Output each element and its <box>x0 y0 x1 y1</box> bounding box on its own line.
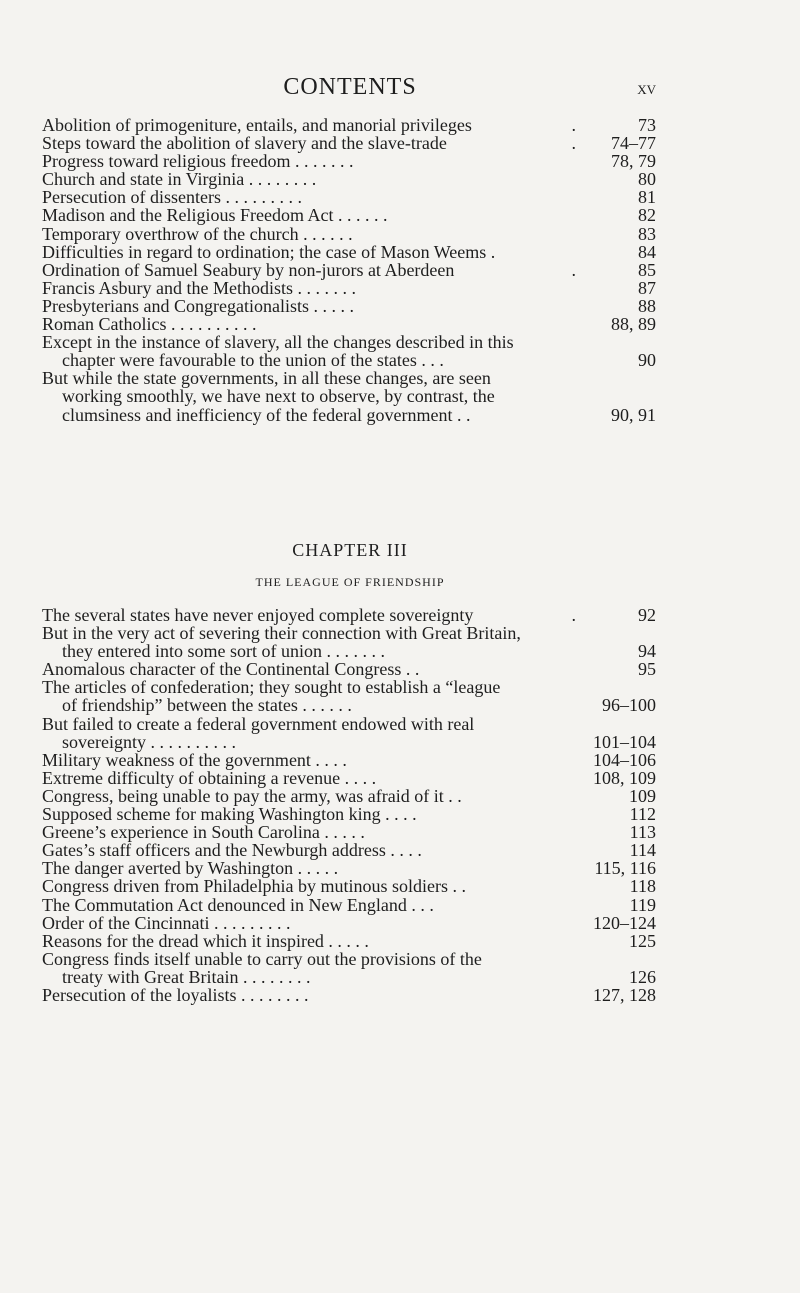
toc-page-number: 95 <box>638 659 656 680</box>
toc-line <box>42 914 656 932</box>
toc-line <box>42 877 656 895</box>
toc-page-number: 90, 91 <box>611 404 656 425</box>
toc-entry <box>42 715 656 751</box>
toc-entry <box>42 243 656 261</box>
toc-line <box>42 134 656 152</box>
toc-line <box>42 841 656 859</box>
toc-entry <box>42 751 656 769</box>
toc-line <box>42 406 656 424</box>
toc-entry <box>42 986 656 1004</box>
toc-entry <box>42 914 656 932</box>
toc-line <box>42 859 656 877</box>
toc-entry-text: The several states have never enjoyed complete sovereignty <box>42 605 474 625</box>
toc-page-number: 94 <box>638 641 656 662</box>
page-number: xv <box>637 78 656 98</box>
running-head: CONTENTS <box>283 74 417 100</box>
toc-line <box>42 660 656 678</box>
toc-page-number: 88 <box>638 295 656 316</box>
toc-entry <box>42 805 656 823</box>
chapter-subtitle: THE LEAGUE OF FRIENDSHIP <box>255 575 445 589</box>
toc-section-1 <box>42 116 656 424</box>
toc-entry-text: But while the state governments, in all these changes, are seen <box>42 368 491 389</box>
toc-entry <box>42 896 656 914</box>
toc-line <box>42 315 656 333</box>
toc-line <box>42 823 656 841</box>
toc-entry-text: clumsiness and inefficiency of the federal government . . <box>62 404 471 425</box>
toc-page-number: 125 <box>629 930 656 951</box>
toc-page-number: 81 <box>638 187 656 208</box>
toc-page-number: 83 <box>638 223 656 244</box>
toc-entry <box>42 787 656 805</box>
toc-entry-text: Persecution of the loyalists . . . . . . . . <box>42 984 309 1005</box>
toc-page-number: 113 <box>629 822 656 843</box>
toc-line <box>42 986 656 1004</box>
toc-page-number: 127, 128 <box>593 984 656 1005</box>
toc-page-number: 120–124 <box>593 912 656 933</box>
toc-line <box>42 968 656 986</box>
toc-line <box>42 787 656 805</box>
toc-entry-text: Congress finds itself unable to carry out the provisions of the <box>42 948 482 969</box>
toc-page-number: 115, 116 <box>594 858 656 879</box>
toc-entry-text: Order of the Cincinnati . . . . . . . . . <box>42 912 291 933</box>
toc-line <box>42 297 656 315</box>
toc-line <box>42 696 656 714</box>
toc-line <box>42 333 656 351</box>
toc-page-number: 101–104 <box>593 731 656 752</box>
toc-entry <box>42 206 656 224</box>
toc-entry-text: Congress driven from Philadelphia by mutinous soldiers . . <box>42 876 466 897</box>
toc-entry <box>42 841 656 859</box>
toc-line <box>42 152 656 170</box>
toc-entry-text: Reasons for the dread which it inspired . . . . . <box>42 930 369 951</box>
toc-line <box>42 116 656 134</box>
toc-entry-text: But failed to create a federal government endowed with real <box>42 713 475 734</box>
toc-page-number: 74–77 <box>611 133 656 154</box>
toc-page-number: 108, 109 <box>593 767 656 788</box>
toc-entry-text: Presbyterians and Congregationalists . . . . . <box>42 295 354 316</box>
toc-page-number: 88, 89 <box>611 314 656 335</box>
toc-line <box>42 733 656 751</box>
toc-entry-text: . <box>571 115 576 135</box>
toc-line <box>42 624 656 642</box>
toc-line <box>42 715 656 733</box>
toc-page-number: 87 <box>638 277 656 298</box>
toc-entry <box>42 823 656 841</box>
toc-entry <box>42 116 656 134</box>
chapter-title: CHAPTER III <box>292 540 408 560</box>
toc-entry <box>42 606 656 624</box>
toc-entry-text: Persecution of dissenters . . . . . . . . . <box>42 187 302 208</box>
toc-entry-text: The danger averted by Washington . . . . . <box>42 858 339 879</box>
toc-line <box>42 678 656 696</box>
toc-line <box>42 225 656 243</box>
toc-page-number: 92 <box>638 605 656 625</box>
toc-line <box>42 932 656 950</box>
toc-entry <box>42 932 656 950</box>
toc-page-number: 80 <box>638 169 656 190</box>
toc-line <box>42 261 656 279</box>
toc-entry-text: Abolition of primogeniture, entails, and manorial privileges <box>42 115 472 135</box>
toc-entry <box>42 315 656 333</box>
toc-line <box>42 170 656 188</box>
toc-entry <box>42 333 656 369</box>
toc-line <box>42 950 656 968</box>
toc-entry-text: Supposed scheme for making Washington king . . . . <box>42 804 417 825</box>
toc-page-number: 90 <box>638 350 656 371</box>
toc-line <box>42 751 656 769</box>
toc-entry-text: The Commutation Act denounced in New England . . . <box>42 894 434 915</box>
toc-entry <box>42 279 656 297</box>
toc-entry <box>42 261 656 279</box>
toc-line <box>42 351 656 369</box>
toc-entry <box>42 678 656 714</box>
toc-entry-text: Steps toward the abolition of slavery and the slave-trade <box>42 133 447 154</box>
toc-entry <box>42 660 656 678</box>
toc-entry-text: chapter were favourable to the union of the states . . . <box>62 350 444 371</box>
toc-entry-text: Greene’s experience in South Carolina . . . . . <box>42 822 365 843</box>
toc-entry-text: of friendship” between the states . . . . . . <box>62 695 352 716</box>
toc-entry-text: Military weakness of the government . . . . <box>42 749 347 770</box>
toc-line <box>42 279 656 297</box>
toc-page-number: 126 <box>629 966 656 987</box>
toc-line <box>42 769 656 787</box>
toc-entry-text: Extreme difficulty of obtaining a revenue . . . . <box>42 767 377 788</box>
toc-entry <box>42 134 656 152</box>
toc-entry-text: . <box>571 259 576 280</box>
toc-line <box>42 896 656 914</box>
toc-entry <box>42 950 656 986</box>
toc-entry-text: Temporary overthrow of the church . . . . . . <box>42 223 353 244</box>
toc-page-number: 118 <box>629 876 656 897</box>
toc-entry-text: sovereignty . . . . . . . . . . <box>62 731 236 752</box>
toc-entry-text: Gates’s staff officers and the Newburgh address . . . . <box>42 840 422 861</box>
toc-entry <box>42 152 656 170</box>
toc-entry-text: Ordination of Samuel Seabury by non-jurors at Aberdeen <box>42 259 455 280</box>
toc-entry <box>42 369 656 423</box>
toc-page-number: 73 <box>638 115 656 135</box>
toc-entry-text: Except in the instance of slavery, all the changes described in this <box>42 332 514 353</box>
toc-line <box>42 606 656 624</box>
toc-entry-text: The articles of confederation; they sought to establish a “league <box>42 677 501 698</box>
toc-entry-text: working smoothly, we have next to observe, by contrast, the <box>62 386 495 407</box>
toc-entry-text: Congress, being unable to pay the army, was afraid of it . . <box>42 785 462 806</box>
toc-page-number: 112 <box>629 804 656 825</box>
toc-page-number: 85 <box>638 259 656 280</box>
toc-page-number: 96–100 <box>602 695 656 716</box>
toc-line <box>42 206 656 224</box>
toc-page-number: 109 <box>629 785 656 806</box>
toc-entry-text: Church and state in Virginia . . . . . . . . <box>42 169 317 190</box>
toc-entry <box>42 170 656 188</box>
toc-entry <box>42 225 656 243</box>
toc-line <box>42 387 656 405</box>
toc-entry-text: . <box>571 133 576 154</box>
toc-entry-text: Progress toward religious freedom . . . . . . . <box>42 151 354 172</box>
toc-entry-text: they entered into some sort of union . . . . . . . <box>62 641 385 662</box>
toc-entry-text: Difficulties in regard to ordination; the case of Mason Weems . <box>42 241 496 262</box>
toc-entry <box>42 877 656 895</box>
toc-entry <box>42 624 656 660</box>
toc-entry-text: Madison and the Religious Freedom Act . . . . . . <box>42 205 388 226</box>
toc-line <box>42 188 656 206</box>
toc-line <box>42 805 656 823</box>
toc-page-number: 84 <box>638 241 656 262</box>
toc-entry-text: But in the very act of severing their connection with Great Britain, <box>42 623 521 644</box>
toc-page-number: 82 <box>638 205 656 226</box>
toc-line <box>42 369 656 387</box>
toc-entry <box>42 297 656 315</box>
toc-entry-text: treaty with Great Britain . . . . . . . . <box>62 966 311 987</box>
toc-page-number: 104–106 <box>593 749 656 770</box>
toc-entry-text: Francis Asbury and the Methodists . . . . . . . <box>42 277 356 298</box>
toc-entry <box>42 769 656 787</box>
toc-line <box>42 243 656 261</box>
toc-section-2 <box>42 606 656 1004</box>
toc-entry-text: . <box>571 605 576 625</box>
toc-entry <box>42 859 656 877</box>
toc-page-number: 114 <box>629 840 656 861</box>
toc-line <box>42 642 656 660</box>
toc-entry-text: Anomalous character of the Continental Congress . . <box>42 659 420 680</box>
toc-entry <box>42 188 656 206</box>
toc-page-number: 78, 79 <box>611 151 656 172</box>
toc-page-number: 119 <box>629 894 656 915</box>
toc-entry-text: Roman Catholics . . . . . . . . . . <box>42 314 257 335</box>
